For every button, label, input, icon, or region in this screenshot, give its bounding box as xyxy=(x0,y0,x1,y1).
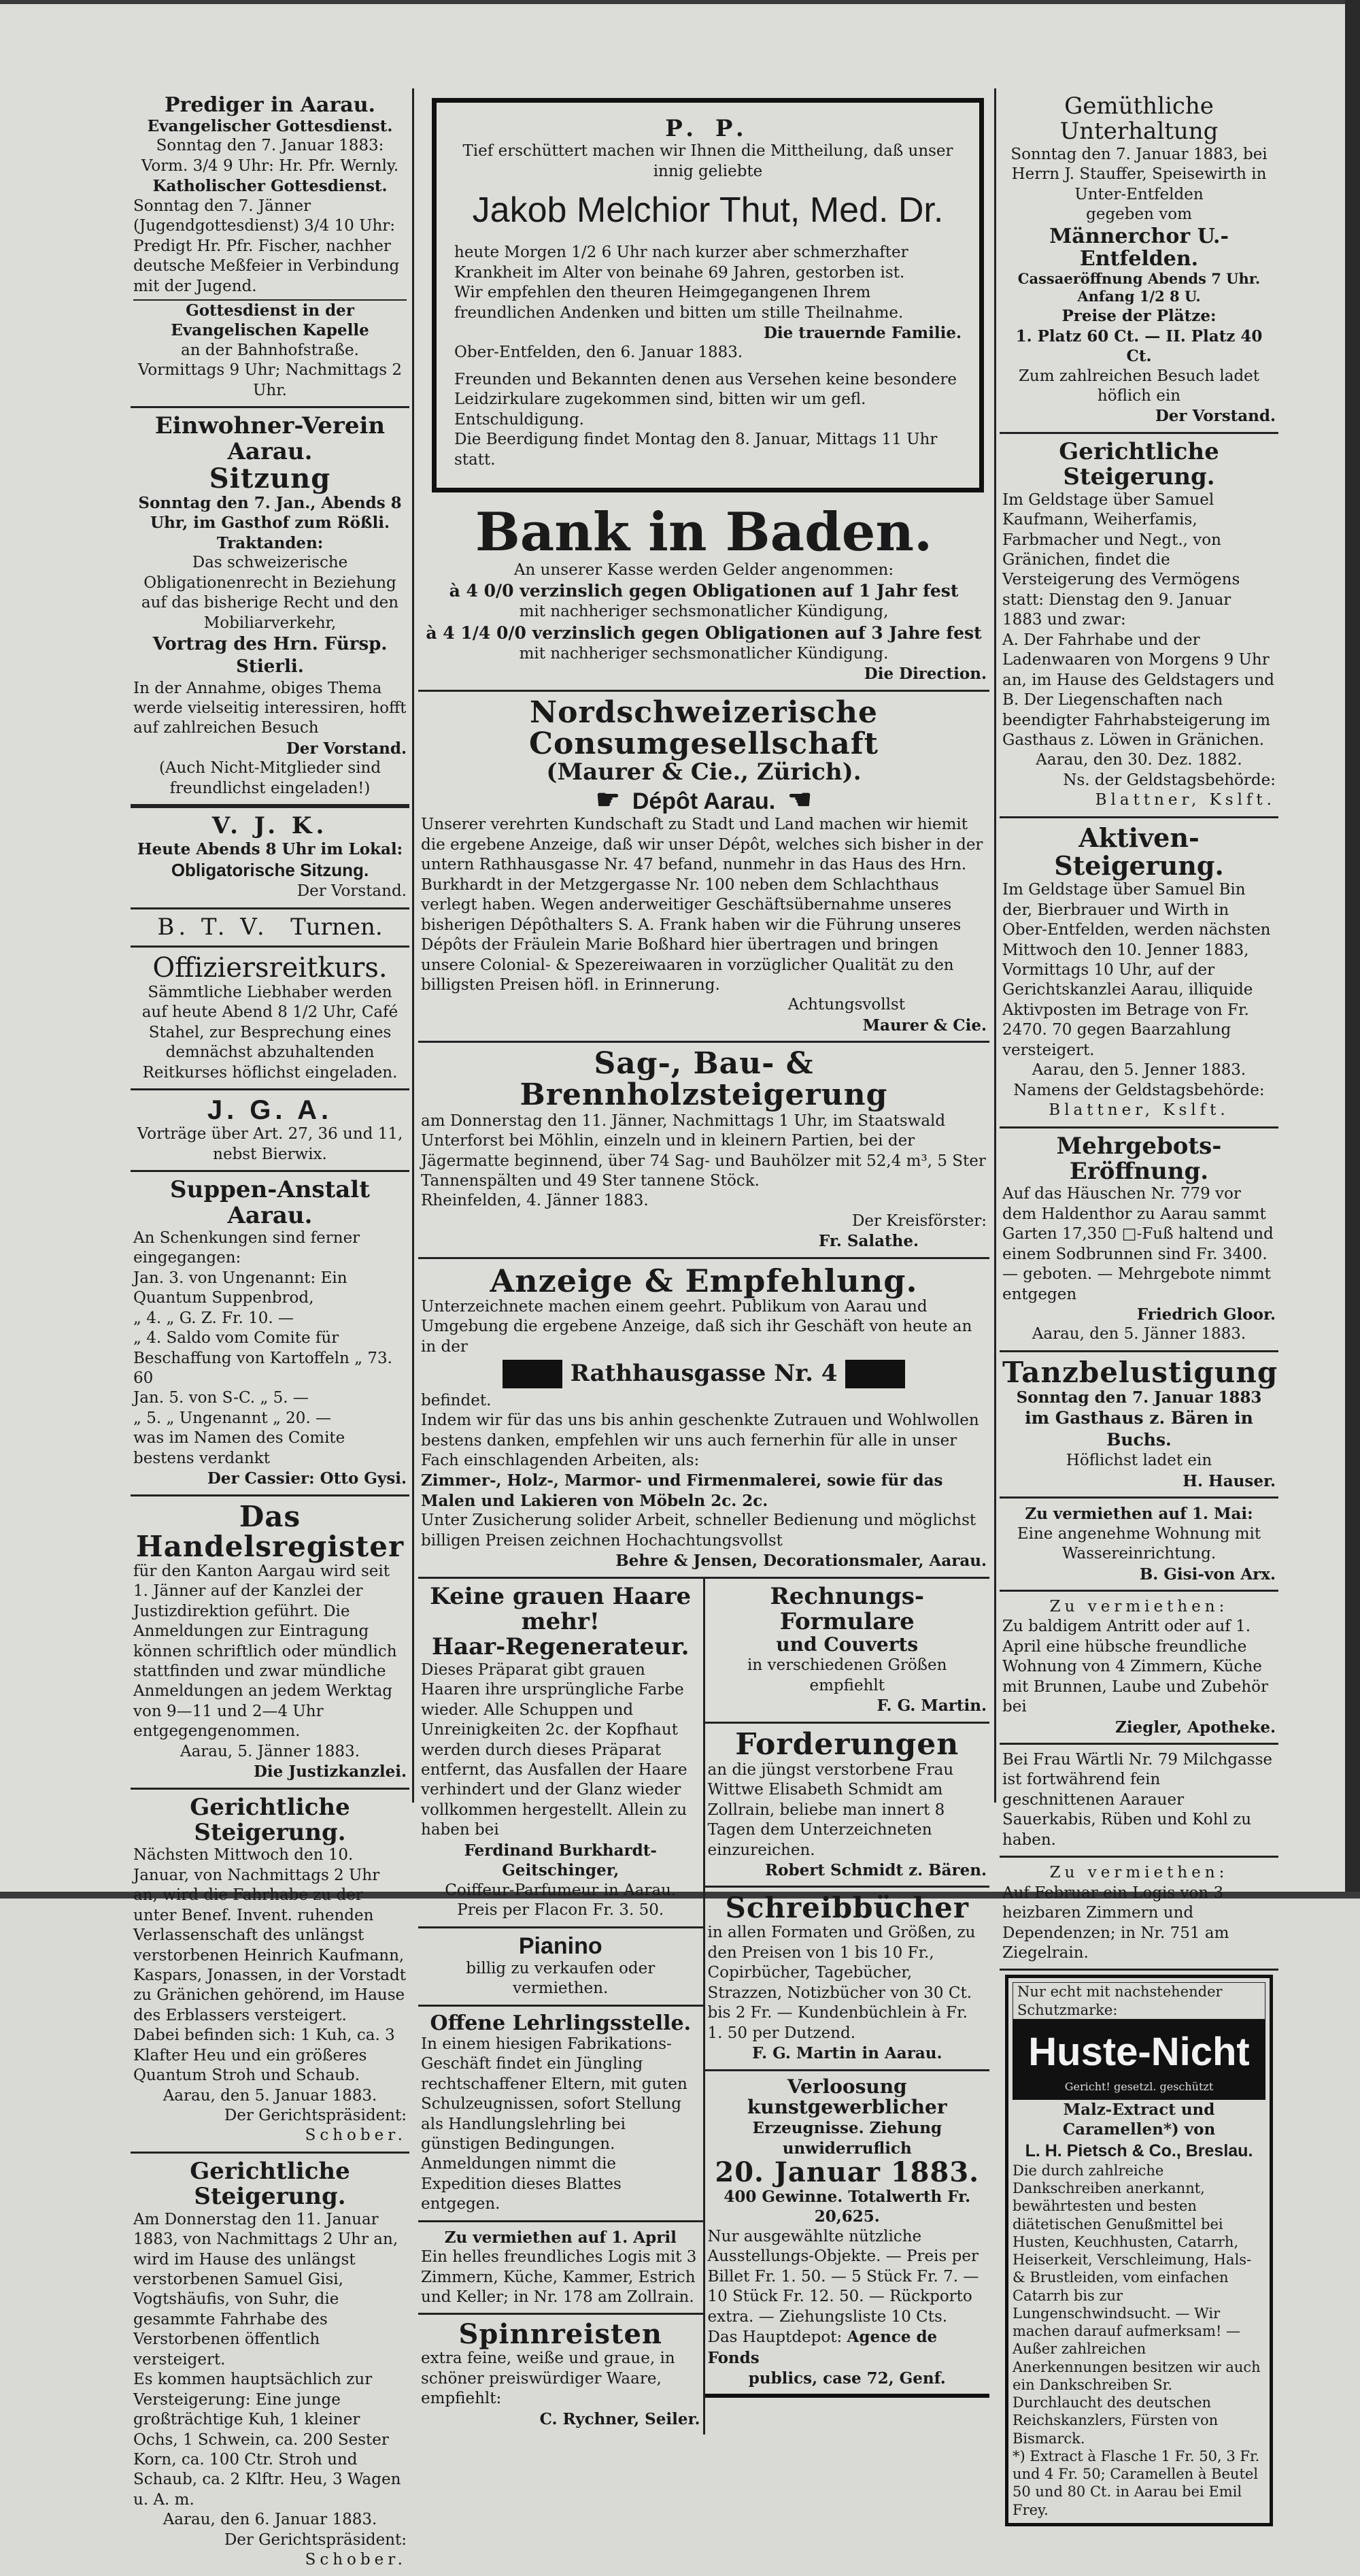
ad-text: Unterzeichnete machen einem geehrt. Publikum von Aarau und Umgebung die ergebene Anzeige, daß sich ihr Geschäft von heute an in der xyxy=(421,1298,972,1356)
ad-huste-nicht xyxy=(1005,1975,1273,2526)
ad-sauerkabis xyxy=(1000,1745,1278,1858)
black-bar xyxy=(503,1360,562,1388)
ad-text: am Donnerstag den 11. Jänner, Nachmittags 1 Uhr, im Staatswald Unterforst bei Möhlin, einzeln und in kleinern Partien, bei der Jägermatte beginnend, über 74 Sag- und Bauhölzer mit 52,4 m³, 5 Ster Tannenspälten und 49 Ster tannene Stöck. xyxy=(421,1111,986,1190)
ad-mehrgebots-eroeffnung xyxy=(1000,1128,1278,1352)
ad-headline: Obligatorische Sitzung. xyxy=(171,859,369,880)
ad-title: Spinnreisten xyxy=(458,2318,662,2351)
ad-text: mit nachheriger sechsmonatlicher Kündigung, xyxy=(519,603,889,621)
ad-gerichtliche-steigerung-1 xyxy=(131,1790,409,2154)
ad-gemuethliche-unterhaltung xyxy=(1000,88,1278,434)
ad-text: An Schenkungen sind ferner eingegangen: xyxy=(133,1228,360,1267)
ad-vermiethen-logis xyxy=(1000,1858,1278,1971)
ad-regards: Achtungsvollst xyxy=(787,996,905,1014)
ad-signature: Fr. Salathe. xyxy=(818,1232,919,1251)
list-item: „ 5. „ Ungenannt „ 20. — xyxy=(133,1409,332,1427)
ad-offiziersreitkurs xyxy=(131,948,409,1090)
ad-word: Turnen. xyxy=(290,913,383,941)
list-item: Jan. 3. von Ungenannt: Ein Quantum Suppenbrod, xyxy=(133,1269,347,1307)
ad-pianino xyxy=(418,1928,703,2007)
left-column xyxy=(131,88,409,2576)
pointing-hand-left-icon: ☚ xyxy=(787,785,813,816)
ad-signature: Robert Schmidt z. Bären. xyxy=(765,1860,987,1879)
ad-subtitle: und Couverts xyxy=(776,1633,919,1656)
ad-maker: L. H. Pietsch & Co., Breslau. xyxy=(1025,2141,1253,2160)
notice-text: Die Beerdigung findet Montag den 8. Januar, Mittags 11 Uhr statt. xyxy=(454,431,938,469)
ad-text: Nur ausgewählte nützliche Ausstellungs-Objekte. — Preis per Billet Fr. 1. 50. — 5 Stück Fr. 7. — 10 Stück Fr. 12. 50. — Rückporto extra. — Ziehungsliste 10 Cts. xyxy=(707,2227,979,2326)
deceased-name: Jakob Melchior Thut, Med. Dr. xyxy=(472,190,944,231)
ad-place: Rheinfelden, 4. Jänner 1883. xyxy=(421,1192,649,1210)
ad-title: Zu vermiethen auf 1. April xyxy=(444,2228,677,2247)
ad-text: Dieses Präparat gibt grauen Haaren ihre ursprüngliche Farbe wieder. Alle Schuppen und Unreinigkeiten 2c. der Kopfhaut werden durch dieses Präparat entfernt, das Ausfallen der Haare verhindert und der Glanz wieder vollkommen hergestellt. Allein zu haben bei xyxy=(421,1660,687,1839)
middle-column xyxy=(418,88,989,2435)
ad-text: In einem hiesigen Fabrikations-Geschäft findet ein Jüngling rechtschaffener Eltern, mit guten Schulzeugnissen, sofort Stellung als Handlungslehrling bei günstigen Bedingungen. xyxy=(421,2035,687,2153)
ad-vermiethen-mai xyxy=(1000,1499,1278,1592)
ad-title: Gemüthliche Unterhaltung xyxy=(1059,93,1219,146)
ad-title: Offene Lehrlingsstelle. xyxy=(430,2011,692,2035)
ad-forderungen xyxy=(705,1724,990,1888)
ad-text: An unserer Kasse werden Gelder angenommen: xyxy=(513,561,894,579)
ad-text: Im Geldstage über Samuel Bin der, Bierbrauer und Wirth in Ober-Entfelden, werden nächsten Mittwoch den 10. Jenner 1883, Vormittags 10 Uhr, auf der Gerichtskanzlei Aarau, illiquide Aktivposten im Betrage von Fr. 2470. 70 gegen Baarzahlung versteigert. xyxy=(1002,881,1271,1059)
ad-highlight: Vortrag des Hrn. Fürsp. Stierli. xyxy=(152,633,388,678)
middle-subcolumn-right xyxy=(703,1579,990,2435)
ad-signature: Maurer & Cie. xyxy=(862,1016,987,1035)
ad-subtitle: Evangelischer Gottesdienst. xyxy=(147,117,393,135)
ad-text: für den Kanton Aargau wird seit 1. Jänner auf der Kanzlei der Justizdirektion geführt. Die Anmeldungen zur Eintragung können schriftlich oder mündlich stattfinden und zwar mündliche Anmeldungen an jedem Werktag von 9—11 und 2—4 Uhr entgegengenommen. xyxy=(133,1562,397,1741)
ad-handelsregister xyxy=(131,1496,409,1790)
notice-text: heute Morgen 1/2 6 Uhr nach kurzer aber schmerzhafter Krankheit im Alter von beinahe 69 Jahren, gestorben ist. xyxy=(454,244,908,282)
ad-text: B. Der Liegenschaften nach beendigter Fahrhabsteigerung im Gasthaus z. Löwen in Gränichen. xyxy=(1002,691,1271,749)
ad-date: Sonntag den 7. Januar 1883 xyxy=(1016,1388,1262,1407)
ad-text: Unter Zusicherung solider Arbeit, schneller Bedienung und möglichst billigen Preisen zeichnen Hochachtungsvollst xyxy=(421,1511,976,1550)
ad-header: Nur echt mit nachstehender Schutzmarke: xyxy=(1013,1982,1265,2020)
trademark-subtext: Gericht! gesetzl. geschützt xyxy=(1013,2080,1265,2100)
ad-text: Indem wir für das uns bis anhin geschenkte Zutrauen und Wohlwollen bestens danken, empfehlen wir uns auch fernerhin für alle in unser Fach einschlagenden Arbeiten, als: xyxy=(421,1411,979,1470)
ad-text: in allen Formaten und Größen, zu den Preisen von 1 bis 10 Fr., Copirbücher, Tagebücher, Strazzen, Notizbücher von 30 Ct. bis 2 Fr. — Kundenbüchlein à Fr. 1. 50 per Dutzend. xyxy=(707,1924,976,2042)
column-rule xyxy=(994,88,996,1803)
ad-price: Preis per Flacon Fr. 3. 50. xyxy=(457,1901,664,1920)
list-item: „ 4. Saldo vom Comite für Beschaffung von Kartoffeln „ 73. 60 xyxy=(133,1329,392,1387)
ad-signature: Der Vorstand. xyxy=(1155,407,1276,426)
middle-subcolumns xyxy=(418,1579,989,2435)
ad-title: Schreibbücher xyxy=(725,1891,969,1925)
ad-title: Bank in Baden. xyxy=(475,501,933,564)
ad-lehrlingsstelle xyxy=(418,2007,703,2222)
ad-title: J. G. A. xyxy=(207,1095,333,1126)
ad-title: Tanzbelustigung xyxy=(1002,1355,1278,1389)
ad-highlight: Zimmer-, Holz-, Marmor- und Firmenmalerei, sowie für das Malen und Lakieren von Möbeln 2c. 2c. xyxy=(421,1471,943,1510)
ad-title: Mehrgebots-Eröffnung. xyxy=(1056,1132,1222,1185)
notice-signature: Die trauernde Familie. xyxy=(763,324,962,343)
ad-title: Verloosung kunstgewerblicher xyxy=(747,2075,947,2119)
ad-text: Dabei befinden sich: 1 Kuh, ca. 3 Klafter Heu und ein größeres Quantum Stroh und Schaub. xyxy=(133,2026,395,2085)
ad-title: Prediger in Aarau. xyxy=(164,93,375,117)
notice-text: Freunden und Bekannten denen aus Versehen keine besondere Leidzirkulare zugekommen sind, bitten wir um gefl. Entschuldigung. xyxy=(454,370,957,429)
ad-text: Am Donnerstag den 11. Januar 1883, von Nachmittags 2 Uhr an, wird im Hause des unlängst verstorbenen Samuel Gisi, Vogtshäufis, von Suhr, die gesammte Fahrhabe des Verstorbenen öffentlich versteigert. xyxy=(133,2210,398,2369)
ad-date: 20. Januar 1883. xyxy=(715,2156,980,2188)
ad-rechnungs-formulare xyxy=(705,1579,990,1724)
ad-dealer: Coiffeur-Parfumeur in Aarau. xyxy=(445,1881,677,1899)
ad-date: Sonntag den 7. Jan., Abends 8 Uhr, im Gasthof zum Rößli. xyxy=(138,493,402,533)
ad-einwohner-verein xyxy=(131,408,409,808)
ad-label: Traktanden: xyxy=(216,533,324,552)
ad-agency: publics, case 72, Genf. xyxy=(748,2369,946,2388)
ad-signature: Blattner, Kslft. xyxy=(1095,791,1276,809)
ad-line: an der Bahnhofstraße. xyxy=(181,341,359,359)
ad-title: V. J. K. xyxy=(211,812,328,840)
ad-subtitle: Erzeugnisse. Ziehung unwiderruflich xyxy=(752,2119,942,2158)
ad-headline: 400 Gewinne. Totalwerth Fr. 20,625. xyxy=(724,2188,971,2226)
ad-subtitle: Haar-Regenerateur. xyxy=(432,1633,690,1661)
ad-title: Nordschweizerische Consumgesellschaft xyxy=(529,695,879,761)
ad-text: Auf das Häuschen Nr. 779 vor dem Haldenthor zu Aarau sammt Garten 17,350 □-Fuß haltend und einem Sodbrunnen sind Fr. 3400. — geboten. — Mehrgebote nimmt entgegen xyxy=(1002,1185,1274,1303)
ad-signature: C. Rychner, Seiler. xyxy=(539,2409,700,2428)
ad-title: B. T. V. xyxy=(157,913,269,941)
ad-signature: Friedrich Gloor. xyxy=(1136,1305,1276,1324)
ad-subtitle: Gottesdienst in der Evangelischen Kapelle xyxy=(133,299,407,341)
ad-street: Rathhausgasse Nr. 4 xyxy=(570,1360,838,1388)
ad-suppen-anstalt xyxy=(131,1172,409,1496)
ad-signature: F. G. Martin. xyxy=(877,1696,987,1716)
right-column xyxy=(1000,88,1278,2530)
ad-haar-regenerateur xyxy=(418,1579,703,1928)
ad-text: Anmeldungen nimmt die Expedition dieses Blattes entgegen. xyxy=(421,2155,622,2213)
ad-title: Suppen-Anstalt Aarau. xyxy=(170,1176,370,1229)
ad-title: Zu vermiethen auf 1. Mai: xyxy=(1025,1505,1253,1524)
ad-title: Keine grauen Haare mehr! xyxy=(430,1582,692,1636)
ad-label: Das Hauptdepot: xyxy=(707,2328,843,2347)
ad-text: Eine angenehme Wohnung mit Wassereinrichtung. xyxy=(1017,1524,1261,1563)
ad-text: A. Der Fahrhabe und der Ladenwaaren von Morgens 9 Uhr an, im Hause des Geldstagers und xyxy=(1002,631,1274,689)
ad-line: Sonntag den 7. Januar 1883: xyxy=(156,137,384,155)
ad-title: Rechnungs-Formulare xyxy=(770,1582,924,1636)
ad-holzsteigerung xyxy=(418,1043,989,1258)
ad-title: Gerichtliche Steigerung. xyxy=(190,1793,350,1846)
ad-place: Aarau, den 5. Januar 1883. xyxy=(163,2086,377,2105)
ad-text: Zu baldigem Antritt oder auf 1. April eine hübsche freundliche Wohnung von 4 Zimmern, Küche mit Brunnen, Laube und Zubehör bei xyxy=(1002,1618,1268,1716)
ad-title: Anzeige & Empfehlung. xyxy=(490,1262,918,1299)
column-rule xyxy=(412,88,414,1803)
ad-signature: B. Gisi-von Arx. xyxy=(1139,1565,1276,1584)
ad-title: Gerichtliche Steigerung. xyxy=(190,2157,350,2211)
ad-place: Aarau, 5. Jänner 1883. xyxy=(180,1742,360,1760)
list-item: „ 4. „ G. Z. Fr. 10. — xyxy=(133,1309,294,1327)
ad-bank-baden xyxy=(418,499,989,692)
ad-text: Im Geldstage über Samuel Kaufmann, Weiherfamis, Farbmacher und Negt., von Gränichen, findet die Versteigerung des Vermögens statt: Dienstag den 9. Januar 1883 und zwar: xyxy=(1002,490,1240,629)
ad-subtitle: Katholischer Gottesdienst. xyxy=(152,177,388,196)
notice-text: Wir empfehlen den theuren Heimgegangenen Ihrem freundlichen Andenken und bitten um stille Theilnahme. xyxy=(454,284,904,322)
ad-rate: à 4 1/4 0/0 verzinslich gegen Obligationen auf 3 Jahre fest xyxy=(426,622,982,643)
ad-text: Es kommen hauptsächlich zur Versteigerung: Eine junge großträchtige Kuh, 1 kleiner Ochs, 1 Schwein, ca. 200 Sester Korn, ca. 100 Ctr. Stroh und Schaub, ca. 2 Klftr. Heu, 3 Wagen u. A. m. xyxy=(133,2371,401,2509)
ad-note: (Auch Nicht-Mitglieder sind freundlichst eingeladen!) xyxy=(158,759,381,797)
list-item: Jan. 5. von S-C. „ 5. — xyxy=(133,1389,309,1407)
ad-signature: Die Justizkanzlei. xyxy=(253,1762,407,1782)
ad-text: extra feine, weiße und graue, in schöner preiswürdiger Waare, empfiehlt: xyxy=(421,2349,675,2408)
death-notice xyxy=(432,98,984,492)
ad-signature: F. G. Martin in Aarau. xyxy=(752,2044,942,2063)
ad-text: Ein helles freundliches Logis mit 3 Zimmern, Küche, Kammer, Estrich und Keller; in Nr. 178 am Zollrain. xyxy=(421,2248,697,2307)
ad-vermiethen-april xyxy=(1000,1592,1278,1745)
ad-price: *) Extract à Flasche 1 Fr. 50, 3 Fr. und 4 Fr. 50; Caramellen à Beutel 50 und 80 Ct. in Aarau bei Emil Frey. xyxy=(1013,2447,1260,2518)
ad-title: Einwohner-Verein Aarau. xyxy=(154,412,386,465)
ad-btv xyxy=(131,909,409,948)
ad-signature: Blattner, Kslft. xyxy=(1049,1101,1229,1120)
ad-place: im Gasthaus z. Bären in Buchs. xyxy=(1025,1408,1253,1450)
ad-schreibbuecher xyxy=(705,1888,990,2071)
ad-agency: Agence de Fonds xyxy=(707,2328,938,2367)
ad-title: Pianino xyxy=(518,1933,602,1959)
ad-signature: Der Vorstand. xyxy=(286,739,407,758)
ad-text: was im Namen des Comite bestens verdankt xyxy=(133,1429,345,1467)
ad-title: Offiziersreitkurs. xyxy=(152,952,388,984)
ad-label: Preise der Plätze: xyxy=(1061,307,1217,326)
logo-text: Huste-Nicht xyxy=(1028,2029,1250,2074)
ad-signature: Die Direction. xyxy=(864,665,987,684)
ad-line: Vorm. 3/4 9 Uhr: Hr. Pfr. Wernly. xyxy=(141,156,399,175)
middle-subcolumn-left xyxy=(418,1579,703,2435)
ad-text: Auf Februar ein Logis von 3 heizbaren Zimmern und Dependenzen; in Nr. 751 am Ziegelrain. xyxy=(1002,1884,1229,1962)
ad-text: Zum zahlreichen Besuch ladet höflich ein xyxy=(1018,367,1260,405)
ad-signature: Ziegler, Apotheke. xyxy=(1115,1718,1276,1737)
ad-text: in verschiedenen Größen empfiehlt xyxy=(747,1656,947,1694)
ad-vjk xyxy=(131,808,409,909)
ad-signature: Schober. xyxy=(305,2126,407,2145)
ad-signature: Schober. xyxy=(305,2551,407,2569)
ad-text: mit nachheriger sechsmonatlicher Kündigung. xyxy=(519,644,889,663)
ad-text: befindet. xyxy=(421,1391,492,1409)
ad-title: Zu vermiethen: xyxy=(1049,1864,1229,1882)
notice-place: Ober-Entfelden, den 6. Januar 1883. xyxy=(454,344,743,362)
ad-text: Höflichst ladet ein xyxy=(1066,1452,1212,1470)
ad-text: In der Annahme, obiges Thema werde vielseitig interessiren, hofft auf zahlreichen Besuch xyxy=(133,679,407,737)
trademark-logo xyxy=(1013,2020,1265,2080)
ad-title: Das Handelsregister xyxy=(135,1499,405,1563)
ad-text: an die jüngst verstorbene Frau Wittwe Elisabeth Schmidt am Zollrain, beliebe man innert 8 Tagen dem Unterzeichneten einzureichen. xyxy=(707,1760,954,1859)
ad-prediger xyxy=(131,88,409,408)
ad-depot: Dépôt Aarau. xyxy=(632,788,776,815)
ad-title: Aktiven-Steigerung. xyxy=(1054,822,1224,882)
ad-text: gegeben vom xyxy=(1086,205,1192,224)
ad-text: Sonntag den 7. Januar 1883, bei Herrn J. Stauffer, Speisewirth in Unter-Entfelden xyxy=(1010,145,1268,203)
ad-consumgesellschaft xyxy=(418,692,989,1043)
ad-text: billig zu verkaufen oder vermiethen. xyxy=(466,1959,656,1998)
ad-signature: Der Kreisförster: xyxy=(851,1211,987,1230)
ad-signature: Der Gerichtspräsident: xyxy=(224,2107,407,2125)
ad-tanzbelustigung xyxy=(1000,1352,1278,1499)
ad-signature: Der Cassier: Otto Gysi. xyxy=(207,1469,407,1488)
pointing-hand-right-icon: ☛ xyxy=(595,785,620,816)
ad-gerichtliche-steigerung-3 xyxy=(1000,434,1278,818)
ad-anzeige-empfehlung xyxy=(418,1259,989,1579)
ad-text: Die durch zahlreiche Dankschreiben anerkannt, bewährtesten und besten diätetischen Genußmittel bei Husten, Keuchhusten, Catarrh, Heiserkeit, Verschleimung, Hals- & Brustleiden, vom einfachen Catarrh bis zur Lungenschwindsucht. — Wir machen darauf aufmerksam! — Außer zahlreichen Anerkennungen besitzen wir auch ein Dankschreiben Sr. Durchlaucht des deutschen Reichskanzlers, Fürsten von Bismarck. xyxy=(1013,2162,1261,2447)
ad-signature: Namens der Geldstagsbehörde: xyxy=(1013,1081,1265,1099)
ad-text: Nächsten Mittwoch den 10. Januar, von Nachmittags 2 Uhr an, wird die Fahrhabe zu der unter Benef. Invent. ruhenden Verlassenschaft des unlängst verstorbenen Heinrich Kaufmann, Kaspars, Jonassen, in der Vorstadt zu Gränichen gehörend, im Hause des Erblassers versteigert. xyxy=(133,1846,406,2024)
ad-place: Aarau, den 30. Dez. 1882. xyxy=(1036,751,1242,769)
ad-place: Aarau, den 6. Januar 1883. xyxy=(163,2511,377,2529)
ad-price: 1. Platz 60 Ct. — II. Platz 40 Ct. xyxy=(1015,327,1263,366)
ad-signature: H. Hauser. xyxy=(1183,1471,1276,1490)
ad-signature: Der Gerichtspräsident: xyxy=(224,2530,407,2549)
ad-spinnreisten xyxy=(418,2315,703,2435)
ad-line: Vormittags 9 Uhr; Nachmittags 2 Uhr. xyxy=(137,361,403,399)
ad-text: Das schweizerische Obligationenrecht in Beziehung auf das bisherige Recht und den Mobiliarverkehr, xyxy=(141,554,399,632)
ad-title: Zu vermiethen: xyxy=(1049,1597,1229,1616)
ad-line: Heute Abends 8 Uhr im Lokal: xyxy=(137,839,403,858)
ad-text: Vorträge über Art. 27, 36 und 11, nebst Bierwix. xyxy=(137,1125,403,1163)
ad-place: Aarau, den 5. Jenner 1883. xyxy=(1032,1061,1246,1080)
ad-headline: Männerchor U.-Entfelden. xyxy=(1049,224,1229,271)
ad-gerichtliche-steigerung-2 xyxy=(131,2154,409,2576)
ad-product: Malz-Extract und Caramellen*) von xyxy=(1062,2100,1216,2139)
ad-text: Bei Frau Wärtli Nr. 79 Milchgasse ist fortwährend fein geschnittenen Aarauer Sauerkabis, Rüben und Kohl zu haben. xyxy=(1002,1751,1272,1849)
ad-signature: Ns. der Geldstagsbehörde: xyxy=(1063,771,1276,789)
ad-rate: à 4 0/0 verzinslich gegen Obligationen auf 1 Jahr fest xyxy=(449,581,959,601)
ad-title: Forderungen xyxy=(735,1726,959,1762)
ad-verloosung xyxy=(705,2071,990,2398)
ad-dealer: Ferdinand Burkhardt-Geitschinger, xyxy=(464,1841,657,1880)
ad-text: Cassaeröffnung Abends 7 Uhr. Anfang 1/2 8 U. xyxy=(1017,269,1261,305)
notice-text: Tief erschüttert machen wir Ihnen die Mittheilung, daß unser innig geliebte xyxy=(462,142,953,180)
ad-headline: Sitzung xyxy=(209,462,331,495)
ad-aktiven-steigerung xyxy=(1000,818,1278,1128)
ad-title: Gerichtliche Steigerung. xyxy=(1059,437,1219,491)
ad-title: Sag-, Bau- & Brennholzsteigerung xyxy=(520,1046,888,1113)
ad-signature: Der Vorstand. xyxy=(296,882,407,901)
ad-text: Unserer verehrten Kundschaft zu Stadt und Land machen wir hiemit die ergebene Anzeige, daß wir unser Dépôt, welches sich bisher in der untern Rathhausgasse Nr. 47 befand, nunmehr in das Haus des Hrn. Burkhardt in der Metzgergasse Nr. 100 neben dem Schlachthaus verlegt haben. Wegen anderweitiger Geschäftsübernahme unseres bisherigen Dépôthalters S. A. Frank haben wir die Führung unseres Dépôts der Fräulein Marie Boßhard hier übertragen und bringen unsere Colonial- & Spezereiwaaren in vorzüglicher Qualität zu den billigsten Preisen höfl. in Erinnerung. xyxy=(421,816,983,994)
notice-heading: P. P. xyxy=(665,115,751,142)
ad-signature: Behre & Jensen, Decorationsmaler, Aarau. xyxy=(615,1552,987,1571)
black-bar xyxy=(845,1360,905,1388)
ad-subtitle: (Maurer & Cie., Zürich). xyxy=(546,758,862,786)
scan-border-top xyxy=(0,0,1360,4)
ad-zu-vermiethen xyxy=(418,2222,703,2315)
ad-text: Sonntag den 7. Jänner (Jugendgottesdienst) 3/4 10 Uhr: Predigt Hr. Pfr. Fischer, nachher deutsche Meßfeier in Verbindung mit der Jugend. xyxy=(133,197,400,295)
ad-jga xyxy=(131,1090,409,1172)
ad-text: Sämmtliche Liebhaber werden auf heute Abend 8 1/2 Uhr, Café Stahel, zur Besprechung eines demnächst abzuhaltenden Reitkurses höflichst eingeladen. xyxy=(141,984,398,1082)
ad-place: Aarau, den 5. Jänner 1883. xyxy=(1032,1325,1246,1343)
scan-border-right xyxy=(1345,0,1360,1898)
